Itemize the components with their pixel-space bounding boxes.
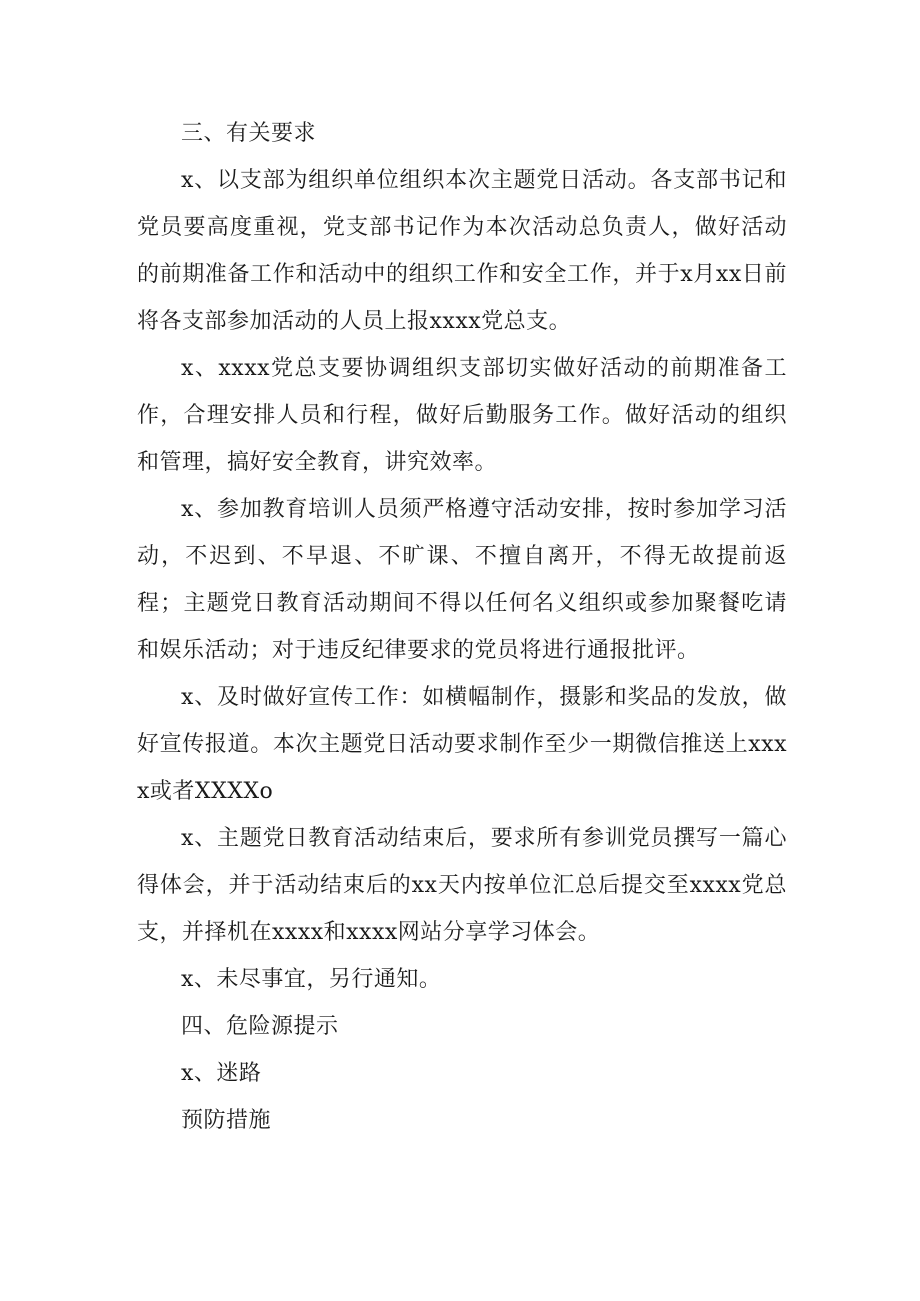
- paragraph-organization: x、以支部为组织单位组织本次主题党日活动。各支部书记和党员要高度重视，党支部书记作为本次活动总负责人，做好活动的前期准备工作和活动中的组织工作和安全工作，并于x月xx日前将各支部参加活动的人员上报xxxx党总支。: [137, 168, 787, 334]
- section-heading-requirements: 三、有关要求: [181, 121, 317, 146]
- document-body: [137, 110, 787, 1144]
- paragraph-discipline: x、参加教育培训人员须严格遵守活动安排，按时参加学习活动，不迟到、不早退、不旷课、不擅自离开，不得无故提前返程；主题党日教育活动期间不得以任何名义组织或参加聚餐吃请和娱乐活动；对于违反纪律要求的党员将进行通报批评。: [137, 497, 787, 663]
- preventive-measures-heading: 预防措施: [181, 1108, 272, 1133]
- paragraph-reflection: x、主题党日教育活动结束后，要求所有参训党员撰写一篇心得体会，并于活动结束后的xx天内按单位汇总后提交至xxxx党总支，并择机在xxxx和xxxx网站分享学习体会。: [137, 826, 787, 945]
- paragraph-coordination: x、xxxx党总支要协调组织支部切实做好活动的前期准备工作，合理安排人员和行程，做好后勤服务工作。做好活动的组织和管理，搞好安全教育，讲究效率。: [137, 356, 787, 475]
- paragraph-other-matters: x、未尽事宜，另行通知。: [181, 967, 442, 992]
- section-heading-hazards: 四、危险源提示: [181, 1014, 339, 1039]
- hazard-item-title: x、迷路: [181, 1061, 262, 1086]
- paragraph-publicity: x、及时做好宣传工作：如横幅制作，摄影和奖品的发放，做好宣传报道。本次主题党日活动要求制作至少一期微信推送上xxxx或者XXXXo: [137, 685, 787, 804]
